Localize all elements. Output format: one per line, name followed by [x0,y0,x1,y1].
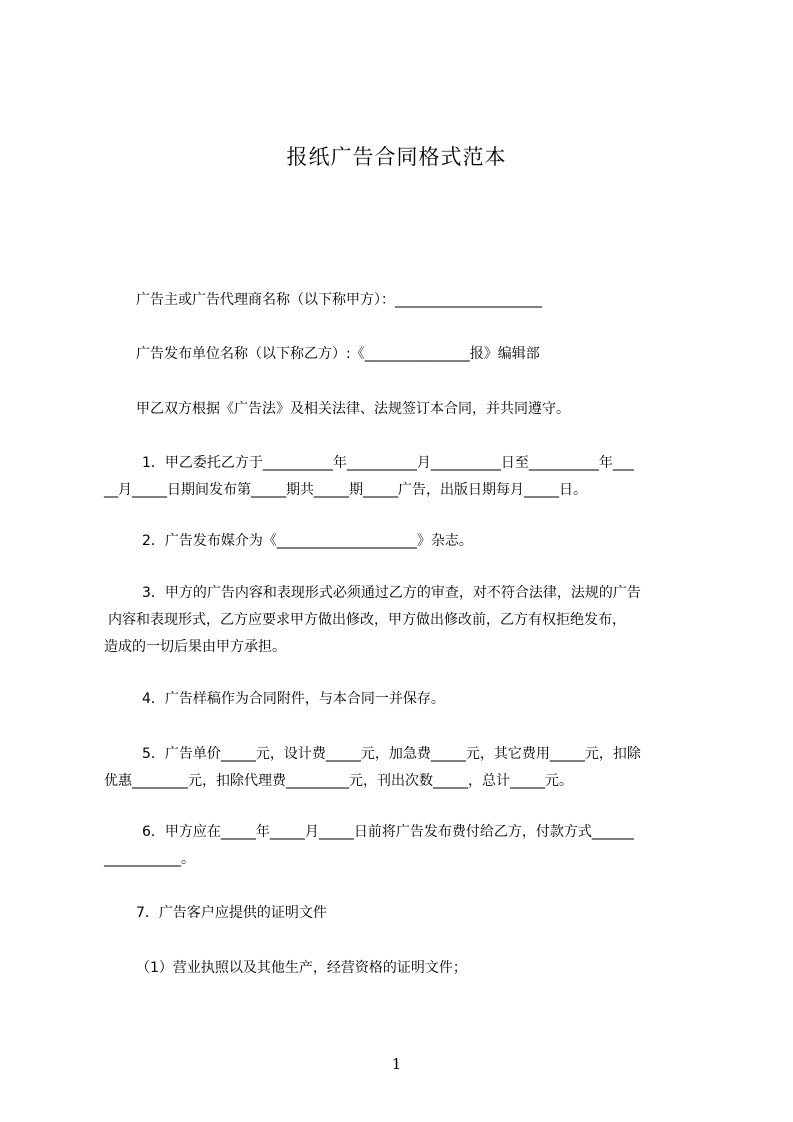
clause-3-line-2: 内容和表现形式，乙方应要求甲方做出修改，甲方做出修改前，乙方有权拒绝发布， [108,612,626,628]
clause-7: 7．广告客户应提供的证明文件 [136,905,327,921]
clause-5-line-2: 优惠________元，扣除代理费_________元，刊出次数_____，总计_____元。 [104,773,573,789]
clause-7-item-1: （1）营业执照以及其他生产，经营资格的证明文件； [136,960,467,976]
clause-4: 4．广告样稿作为合同附件，与本合同一并保存。 [142,691,445,707]
publisher-line: 广告发布单位名称（以下称乙方）:《_______________报》编辑部 [136,346,540,362]
clause-1-line-2: __月_____日期间发布第_____期共_____期_____广告，出版日期每月_____日。 [104,482,587,498]
clause-3-line-3: 造成的一切后果由甲方承担。 [104,639,286,655]
clause-2: 2．广告发布媒介为《____________________》杂志。 [142,533,473,549]
preamble-paragraph: 甲乙双方根据《广告法》及相关法律、法规签订本合同，并共同遵守。 [136,401,570,417]
page-number: 1 [391,1055,402,1073]
clause-1-line-1: 1．甲乙委托乙方于__________年__________月__________日至__________年___ [142,455,634,471]
clause-5-line-1: 5．广告单价_____元，设计费_____元，加急费_____元，其它费用_____元，扣除 [142,746,641,762]
clause-3-line-1: 3．甲方的广告内容和表现形式必须通过乙方的审查，对不符合法律，法规的广告 [142,585,641,601]
clause-6-line-1: 6．甲方应在_____年_____月_____日前将广告发布费付给乙方，付款方式______ [142,824,634,840]
advertiser-line: 广告主或广告代理商名称（以下称甲方）：_____________________ [136,292,542,308]
document-title: 报纸广告合同格式范本 [286,145,507,169]
clause-6-line-2: ___________。 [104,851,195,867]
